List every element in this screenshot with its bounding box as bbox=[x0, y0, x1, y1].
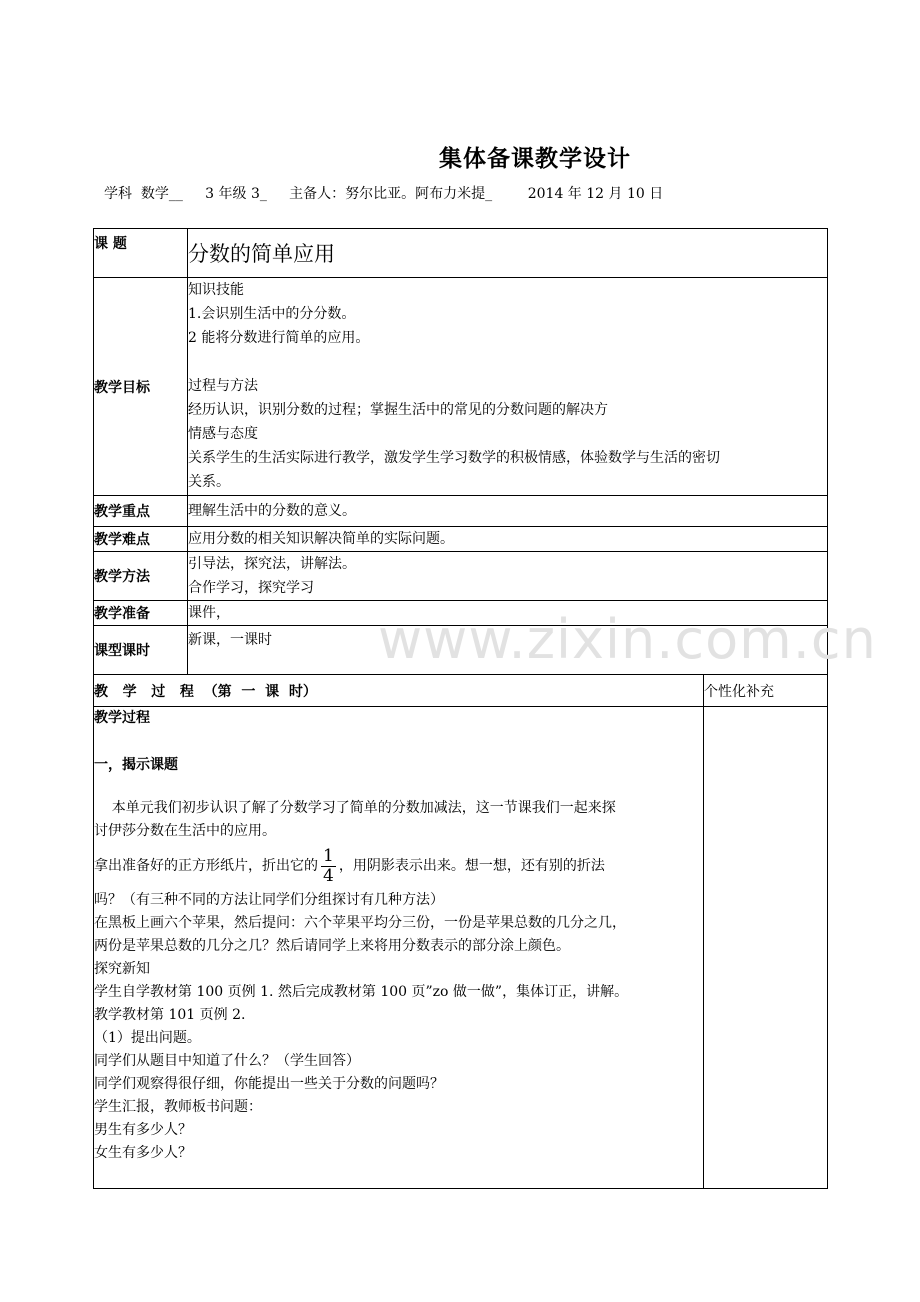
process-line: 学生汇报，教师板书问题： bbox=[94, 1099, 262, 1115]
key-point-value: 理解生活中的分数的意义。 bbox=[188, 496, 828, 527]
goals-line: 关系学生的生活实际进行教学，激发学生学习数学的积极情感，体验数学与生活的密切 bbox=[188, 450, 720, 466]
lesson-type-value: 新课，一课时 bbox=[188, 626, 828, 675]
process-line: （1）提出问题。 bbox=[94, 1030, 201, 1046]
prep-value: 课件， bbox=[188, 601, 828, 626]
goals-line: 2 能将分数进行简单的应用。 bbox=[188, 330, 370, 346]
method-line: 合作学习，探究学习 bbox=[188, 580, 314, 596]
goals-line: 1.会识别生活中的分分数。 bbox=[188, 306, 356, 322]
process-header: 教 学 过 程 （第 一 课 时） bbox=[94, 675, 704, 707]
process-line: 学生自学教材第 100 页例 1. 然后完成教材第 100 页”zo 做一做”，集体订正，讲解。 bbox=[94, 984, 629, 1000]
goals-line: 关系。 bbox=[188, 474, 230, 490]
goals-line: 情感与态度 bbox=[188, 426, 258, 442]
process-line: 两份是苹果总数的几分之几？然后请同学上来将用分数表示的部分涂上颜色。 bbox=[94, 938, 570, 954]
process-text: ，用阴影表示出来。想一想，还有别的折法 bbox=[338, 858, 605, 874]
supplement-header: 个性化补充 bbox=[704, 675, 828, 707]
fraction-numerator: 1 bbox=[323, 845, 334, 866]
section-heading: 一，揭示课题 bbox=[94, 757, 178, 773]
method-line: 引导法，探究法，讲解法。 bbox=[188, 556, 356, 572]
key-point-label: 教学重点 bbox=[94, 496, 188, 527]
watermark: www.zixin.com.cn bbox=[378, 608, 877, 671]
process-line: 男生有多少人？ bbox=[94, 1122, 192, 1138]
spacer bbox=[94, 730, 703, 754]
goals-line: 过程与方法 bbox=[188, 378, 258, 394]
lesson-type-label: 课型课时 bbox=[94, 626, 188, 675]
row-key-point bbox=[94, 496, 828, 527]
process-text: 拿出准备好的正方形纸片，折出它的 bbox=[94, 858, 318, 874]
process-line: 同学们从题目中知道了什么？（学生回答） bbox=[94, 1053, 360, 1069]
goals-line: 知识技能 bbox=[188, 282, 244, 298]
process-line: 本单元我们初步认识了解了分数学习了简单的分数加减法，这一节课我们一起来探 bbox=[94, 800, 616, 816]
spacer bbox=[94, 777, 703, 797]
row-lesson-type bbox=[94, 626, 828, 675]
process-line: 探究新知 bbox=[94, 961, 150, 977]
supplement-cell bbox=[704, 707, 828, 1189]
prep-label: 教学准备 bbox=[94, 601, 188, 626]
process-line: 讨伊莎分数在生活中的应用。 bbox=[94, 823, 276, 839]
row-difficulty bbox=[94, 527, 828, 552]
row-process-body bbox=[94, 707, 828, 1189]
difficulty-label: 教学难点 bbox=[94, 527, 188, 552]
row-goals bbox=[94, 278, 828, 496]
spacer bbox=[188, 350, 827, 374]
process-line-fraction bbox=[94, 843, 703, 889]
goals-line: 经历认识，识别分数的过程；掌握生活中的常见的分数问题的解决方 bbox=[188, 402, 608, 418]
topic-value: 分数的简单应用 bbox=[188, 229, 828, 278]
goals-content bbox=[188, 278, 828, 496]
lesson-plan-table bbox=[93, 228, 828, 1189]
process-heading: 教学过程 bbox=[94, 710, 150, 726]
header-info: 学科 数学__ 3 年级 3_ 主备人：努尔比亚。阿布力米提_ 2014 年 12 月 10 日 bbox=[104, 186, 664, 202]
topic-label: 课 题 bbox=[94, 229, 188, 278]
difficulty-value: 应用分数的相关知识解决简单的实际问题。 bbox=[188, 527, 828, 552]
page-title: 集体备课教学设计 bbox=[439, 146, 631, 172]
process-line: 在黑板上画六个苹果，然后提问：六个苹果平均分三份，一份是苹果总数的几分之几， bbox=[94, 915, 626, 931]
fraction-one-quarter bbox=[321, 847, 336, 886]
fraction-denominator: 4 bbox=[323, 865, 334, 886]
process-line: 教学教材第 101 页例 2. bbox=[94, 1007, 246, 1023]
row-prep bbox=[94, 601, 828, 626]
process-content bbox=[94, 707, 704, 1189]
method-label: 教学方法 bbox=[94, 552, 188, 601]
row-process-header bbox=[94, 675, 828, 707]
goals-label: 教学目标 bbox=[94, 278, 188, 496]
process-line: 女生有多少人？ bbox=[94, 1145, 192, 1161]
row-method bbox=[94, 552, 828, 601]
process-line: 同学们观察得很仔细，你能提出一些关于分数的问题吗？ bbox=[94, 1076, 444, 1092]
method-content bbox=[188, 552, 828, 601]
process-line: 吗？（有三种不同的方法让同学们分组探讨有几种方法） bbox=[94, 892, 444, 908]
row-topic bbox=[94, 229, 828, 278]
